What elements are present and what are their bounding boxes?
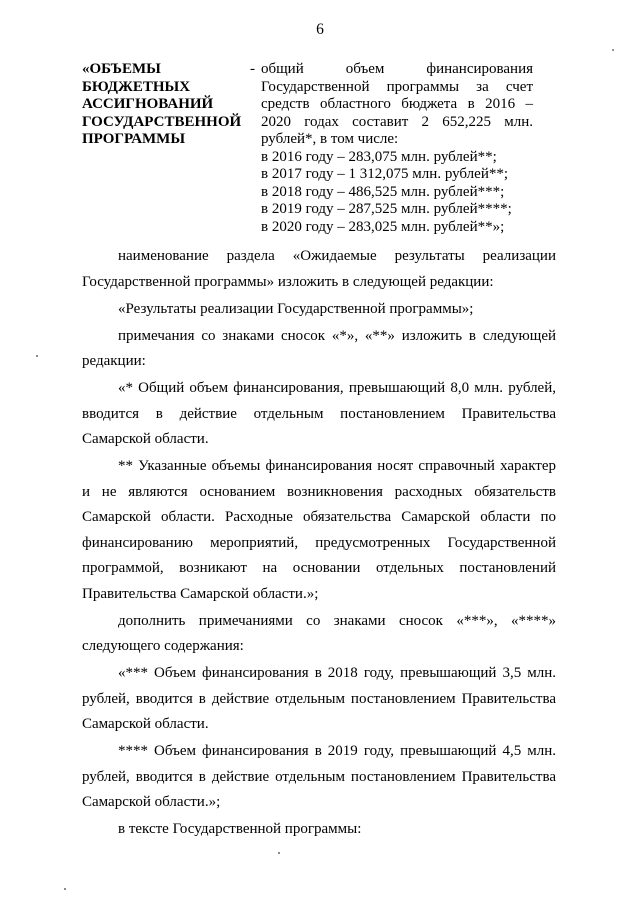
funding-2020: в 2020 году – 283,025 млн. рублей**»;	[261, 218, 505, 235]
funding-2018: в 2018 году – 486,525 млн. рублей***;	[261, 183, 505, 200]
footnote-1: «* Общий объем финансирования, превышающий 8,0 млн. рублей, вводится в действие отдельным постановлением Правительства Самарской области.	[82, 380, 556, 447]
scan-speck	[36, 355, 38, 357]
scan-speck	[612, 49, 614, 51]
document-body	[82, 244, 556, 844]
scan-speck	[64, 888, 66, 890]
paragraph-section-title: «Результаты реализации Государственной программы»;	[118, 300, 474, 317]
scan-speck	[278, 852, 280, 854]
passport-value-line: общий объем финансирования	[261, 61, 533, 77]
funding-2016: в 2016 году – 283,075 млн. рублей**;	[261, 148, 497, 165]
passport-label-line: «ОБЪЕМЫ	[82, 61, 161, 77]
passport-value-line: средств областного бюджета в 2016 –	[261, 96, 533, 112]
passport-label	[82, 61, 252, 149]
passport-value-line: Государственной программы за счет	[261, 78, 533, 95]
passport-label-line: БЮДЖЕТНЫХ	[82, 78, 191, 95]
paragraph-notes-change: примечания со знаками сносок «*», «**» изложить в следующей редакции:	[82, 327, 556, 369]
funding-2017: в 2017 году – 1 312,075 млн. рублей**;	[261, 166, 509, 182]
footnote-4: **** Объем финансирования в 2019 году, превышающий 4,5 млн. рублей, вводится в действие отдельным постановлением Правительства Самарской области.»;	[82, 743, 556, 810]
passport-label-line: ПРОГРАММЫ	[82, 131, 186, 147]
page-number: 6	[316, 21, 324, 38]
passport-dash: -	[250, 61, 255, 77]
footnote-2: ** Указанные объемы финансирования носят справочный характер и не являются основанием возникновения расходных обязательств Самарской области. Расходные обязательства Самарской области по финансированию мероприятий, предусмотренных Государственной программой, возникают на основании отдельных постановлений Правительства Самарской области.»;	[82, 458, 556, 602]
passport-value	[261, 61, 533, 236]
funding-2019: в 2019 году – 287,525 млн. рублей****;	[261, 201, 512, 217]
passport-label-line: ГОСУДАРСТВЕННОЙ	[82, 113, 242, 130]
paragraph-section-title-change: наименование раздела «Ожидаемые результаты реализации Государственной программы» изложить в следующей редакции:	[82, 248, 556, 290]
passport-label-line: АССИГНОВАНИЙ	[82, 96, 214, 112]
passport-value-line: рублей*, в том числе:	[261, 131, 399, 147]
passport-value-line: 2020 годах составит 2 652,225 млн.	[261, 113, 533, 130]
footnote-3: «*** Объем финансирования в 2018 году, превышающий 3,5 млн. рублей, вводится в действие отдельным постановлением Правительства Самарской области.	[82, 665, 556, 732]
paragraph-program-text: в тексте Государственной программы:	[118, 821, 362, 837]
paragraph-notes-add: дополнить примечаниями со знаками сносок «***», «****» следующего содержания:	[82, 612, 556, 654]
